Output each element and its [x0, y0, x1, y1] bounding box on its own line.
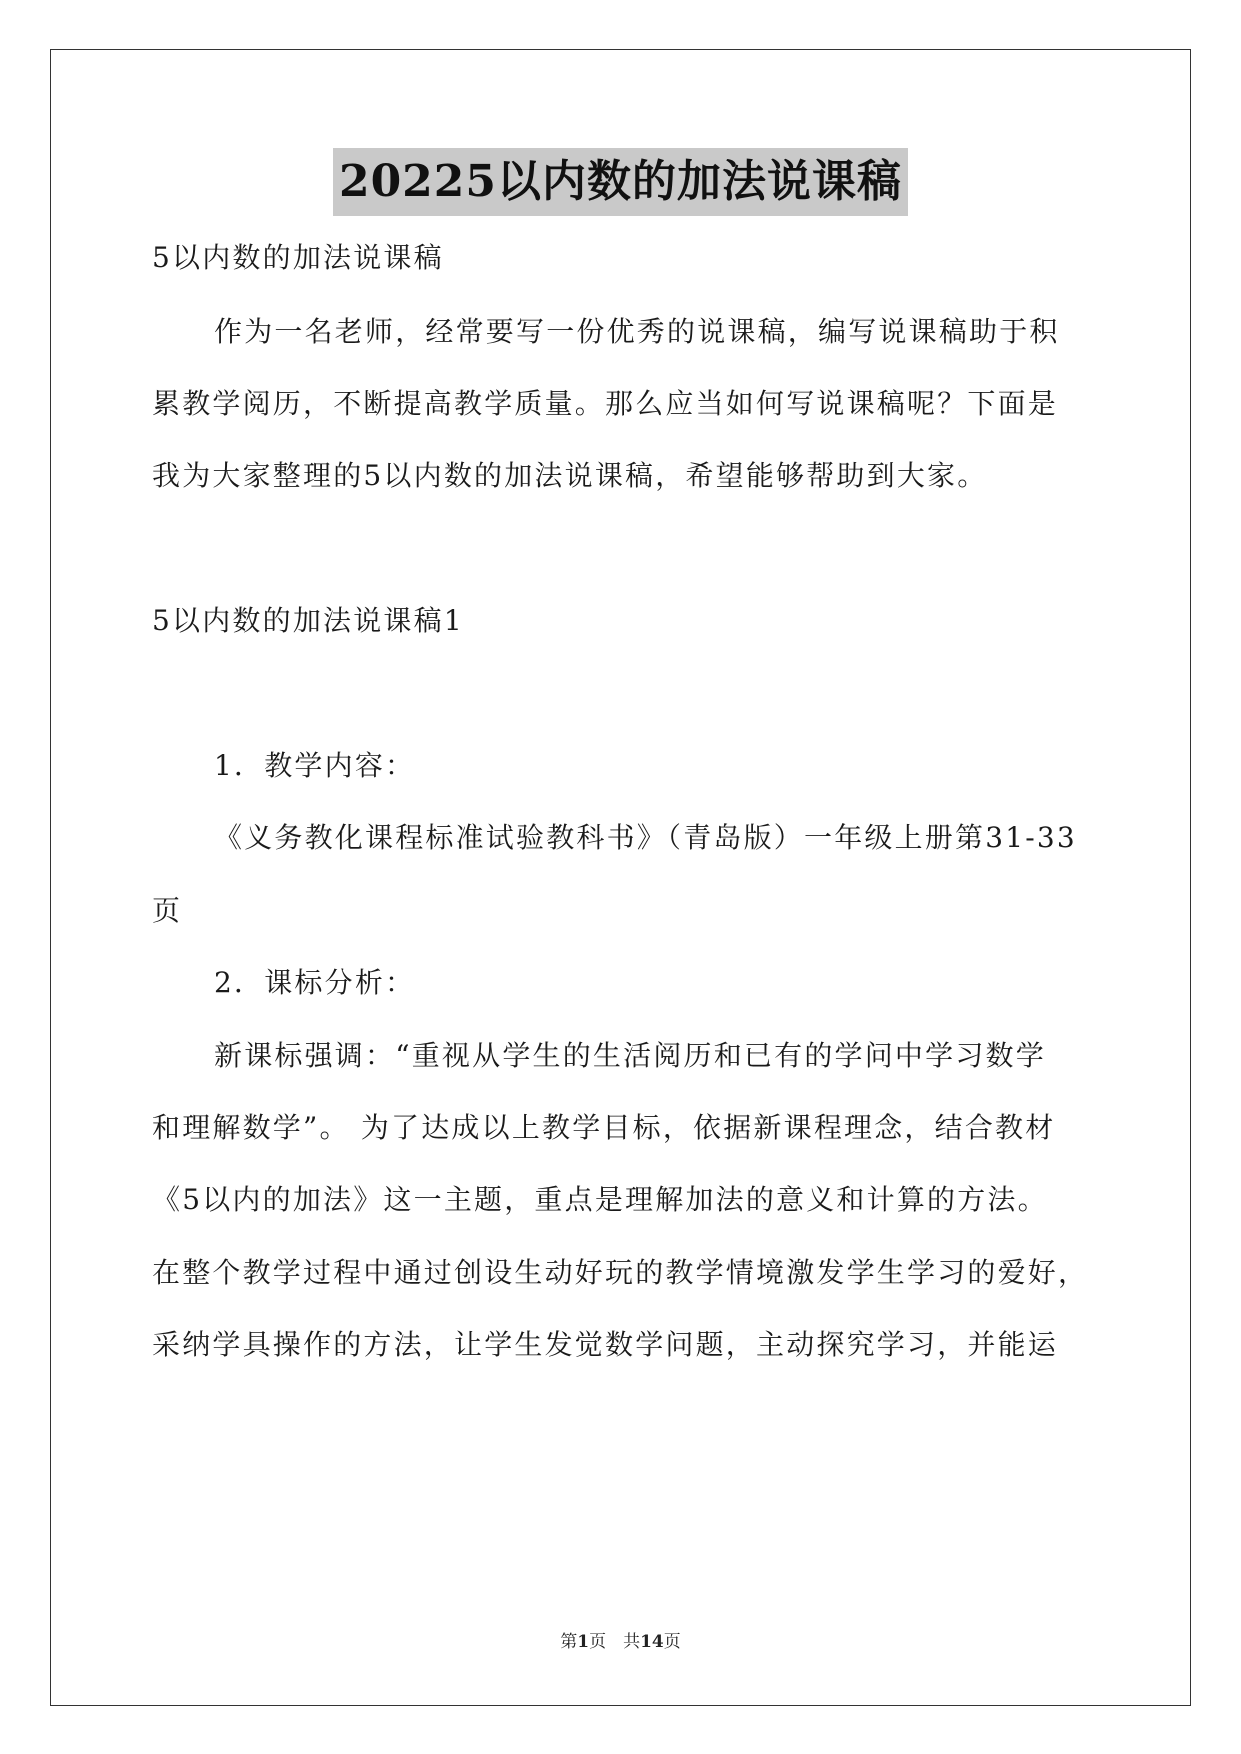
intro-line-2: 累教学阅历，不断提高教学质量。那么应当如何写说课稿呢？下面是 — [152, 387, 1059, 420]
item2-line-2: 和理解数学”。 为了达成以上教学目标，依据新课程理念，结合教材 — [152, 1111, 1056, 1144]
footer-total-pages: 14 — [640, 1632, 664, 1652]
footer-prefix: 第 — [560, 1632, 578, 1652]
item2-line-1: 新课标强调：“重视从学生的生活阅历和已有的学问中学习数学 — [214, 1039, 1046, 1072]
item1-line-1: 《义务教化课程标准试验教科书》（青岛版）一年级上册第31-33 — [214, 821, 1077, 854]
footer-mid: 页 共 — [589, 1632, 641, 1652]
item2-line-4: 在整个教学过程中通过创设生动好玩的教学情境激发学生学习的爱好， — [152, 1256, 1089, 1289]
page-border — [50, 49, 1191, 1706]
item2-line-3: 《5以内的加法》这一主题，重点是理解加法的意义和计算的方法。 — [152, 1183, 1048, 1216]
section-heading: 5以内数的加法说课稿1 — [152, 604, 464, 637]
footer-suffix: 页 — [663, 1632, 681, 1652]
title-wrap — [0, 148, 1241, 216]
page-footer — [0, 1627, 1241, 1652]
item2-line-5: 采纳学具操作的方法，让学生发觉数学问题，主动探究学习，并能运 — [152, 1328, 1059, 1361]
intro-line-3: 我为大家整理的5以内数的加法说课稿，希望能够帮助到大家。 — [152, 459, 988, 492]
intro-line-1: 作为一名老师，经常要写一份优秀的说课稿，编写说课稿助于积 — [214, 315, 1060, 348]
subtitle: 5以内数的加法说课稿 — [152, 241, 444, 274]
document-title: 20225以内数的加法说课稿 — [333, 148, 908, 216]
item1-heading: 1．教学内容： — [214, 749, 416, 782]
footer-page-number: 1 — [577, 1632, 590, 1652]
item1-line-2: 页 — [152, 894, 183, 927]
item2-heading: 2．课标分析： — [214, 966, 416, 999]
